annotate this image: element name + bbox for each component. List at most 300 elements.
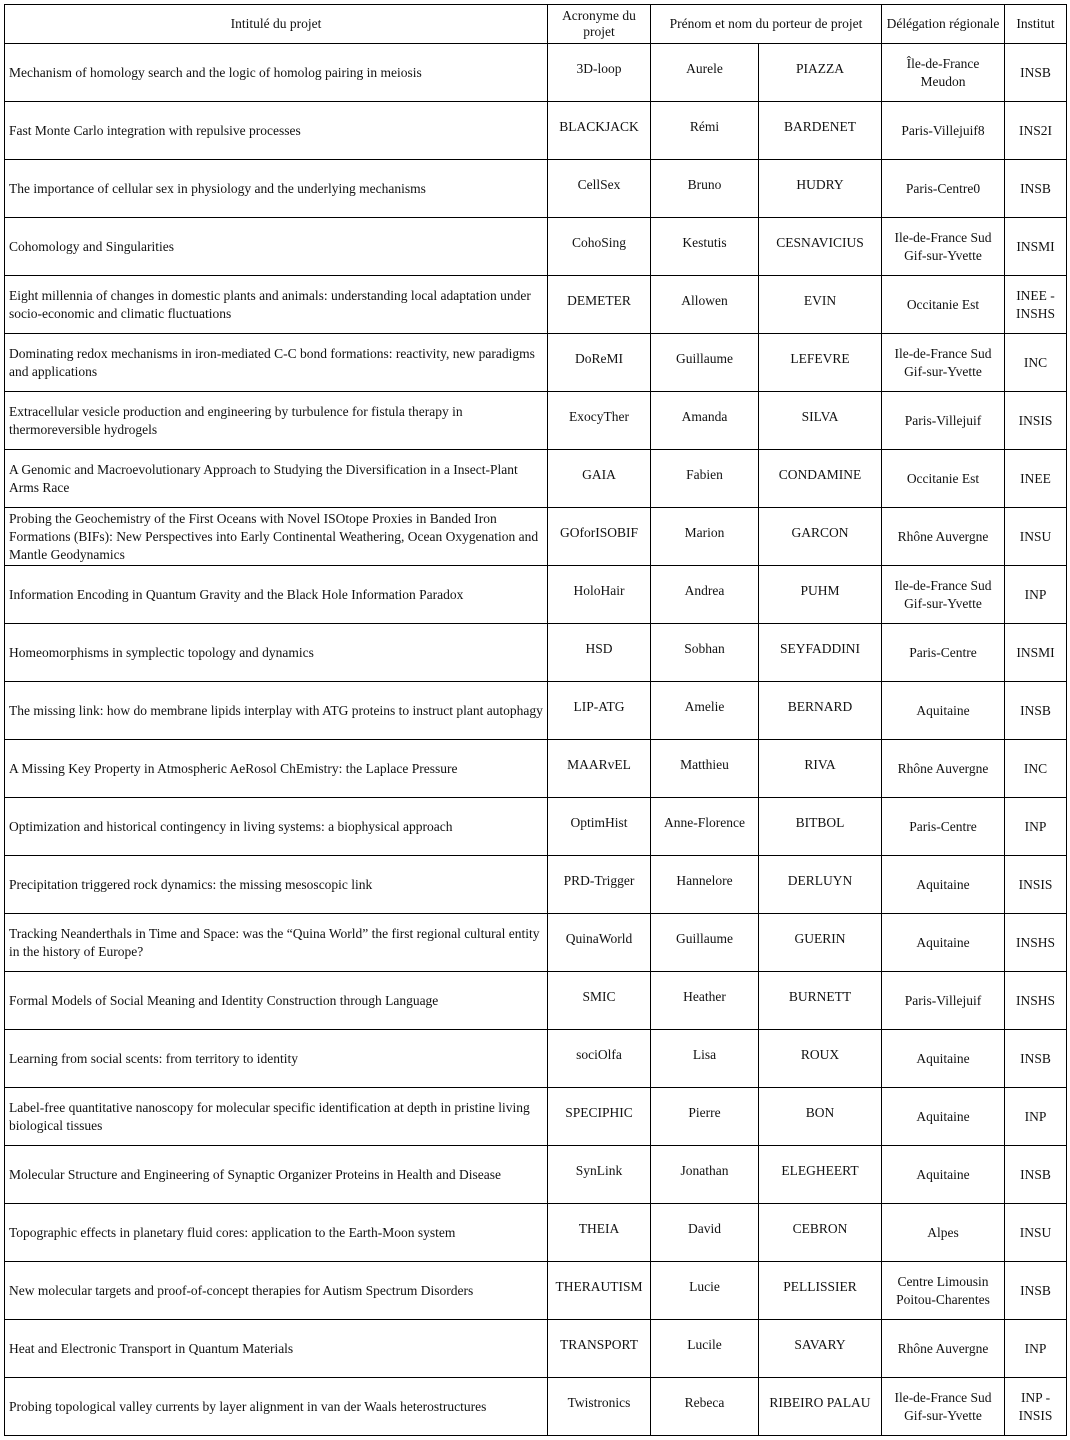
- table-row: [5, 1030, 1067, 1088]
- regional-delegation: [882, 392, 1005, 450]
- institute-text: INC: [1023, 354, 1048, 370]
- project-title-text: Label-free quantitative nanoscopy for molecular specific identification at depth in pristine living biological tissues: [9, 1099, 530, 1133]
- header-holder: Prénom et nom du porteur de projet: [651, 5, 882, 44]
- table-row: [5, 276, 1067, 334]
- project-acronym-text: SPECIPHIC: [565, 1104, 633, 1120]
- institute-text: INSHS: [1015, 992, 1055, 1008]
- holder-last-name-text: PELLISSIER: [783, 1278, 857, 1294]
- regional-delegation-text: Paris-Centre: [909, 818, 977, 834]
- regional-delegation: [882, 1204, 1005, 1262]
- regional-delegation-text: Rhône Auvergne: [897, 1340, 989, 1356]
- holder-last-name: [759, 160, 882, 218]
- regional-delegation: [882, 798, 1005, 856]
- table-row: [5, 1262, 1067, 1320]
- holder-last-name: [759, 624, 882, 682]
- institute-text: INSB: [1020, 702, 1051, 718]
- table-row: [5, 914, 1067, 972]
- institute: [1005, 1262, 1067, 1320]
- table-row: [5, 1320, 1067, 1378]
- holder-first-name-text: Kestutis: [682, 234, 727, 250]
- holder-last-name-text: CEBRON: [792, 1220, 848, 1236]
- project-title-text: Molecular Structure and Engineering of Synaptic Organizer Proteins in Health and Disease: [9, 1166, 501, 1182]
- institute: [1005, 102, 1067, 160]
- institute-text: INSMI: [1016, 238, 1055, 254]
- institute-text: INSB: [1020, 64, 1051, 80]
- project-acronym: [548, 566, 651, 624]
- holder-first-name-text: Aurele: [686, 60, 723, 76]
- institute-text: INSB: [1020, 180, 1051, 196]
- project-acronym: [548, 1088, 651, 1146]
- holder-first-name-text: Andrea: [684, 582, 725, 598]
- project-title: [5, 1262, 548, 1320]
- holder-last-name-text: GUERIN: [794, 930, 846, 946]
- regional-delegation-text: Paris-Villejuif8: [901, 122, 985, 138]
- institute: [1005, 160, 1067, 218]
- project-acronym-text: THEIA: [578, 1220, 620, 1236]
- institute-text: INSHS: [1015, 934, 1055, 950]
- table-row: [5, 160, 1067, 218]
- project-acronym-text: BLACKJACK: [559, 118, 639, 134]
- project-acronym-text: CohoSing: [571, 234, 626, 250]
- holder-first-name-text: Matthieu: [680, 756, 729, 772]
- project-title: [5, 914, 548, 972]
- project-acronym: [548, 1146, 651, 1204]
- holder-last-name-text: RIBEIRO PALAU: [769, 1394, 871, 1410]
- project-title: [5, 856, 548, 914]
- project-acronym: [548, 392, 651, 450]
- project-acronym: [548, 334, 651, 392]
- holder-first-name: [651, 972, 759, 1030]
- project-title-text: Information Encoding in Quantum Gravity and the Black Hole Information Paradox: [9, 586, 464, 602]
- holder-last-name: [759, 334, 882, 392]
- holder-first-name: [651, 1204, 759, 1262]
- project-title: [5, 218, 548, 276]
- institute-text: INP: [1024, 1340, 1047, 1356]
- holder-last-name-text: PUHM: [800, 582, 840, 598]
- holder-first-name: [651, 1320, 759, 1378]
- project-acronym: [548, 914, 651, 972]
- holder-first-name: [651, 276, 759, 334]
- holder-last-name-text: CONDAMINE: [778, 466, 862, 482]
- holder-last-name: [759, 856, 882, 914]
- holder-first-name-text: Lucile: [687, 1336, 722, 1352]
- institute: [1005, 44, 1067, 102]
- regional-delegation-text: Aquitaine: [916, 1166, 970, 1182]
- holder-last-name: [759, 798, 882, 856]
- project-acronym: [548, 1320, 651, 1378]
- project-acronym: [548, 624, 651, 682]
- regional-delegation-text: Rhône Auvergne: [897, 528, 989, 544]
- regional-delegation-text: Occitanie Est: [906, 470, 980, 486]
- holder-last-name-text: RIVA: [804, 756, 836, 772]
- header-row: [5, 5, 1067, 44]
- project-acronym: [548, 798, 651, 856]
- regional-delegation-text: Ile-de-France Sud Gif-sur-Yvette: [894, 1389, 992, 1423]
- holder-first-name-text: Anne-Florence: [664, 814, 745, 830]
- project-acronym: [548, 508, 651, 566]
- institute-text: INSIS: [1018, 412, 1053, 428]
- institute: [1005, 566, 1067, 624]
- project-acronym: [548, 44, 651, 102]
- regional-delegation-text: Occitanie Est: [906, 296, 980, 312]
- regional-delegation-text: Alpes: [927, 1224, 959, 1240]
- regional-delegation: [882, 914, 1005, 972]
- project-title-text: Heat and Electronic Transport in Quantum Materials: [9, 1340, 294, 1356]
- project-title: [5, 1204, 548, 1262]
- project-acronym-text: SynLink: [575, 1162, 623, 1178]
- project-title-text: Mechanism of homology search and the logic of homolog pairing in meiosis: [9, 64, 422, 80]
- project-title: [5, 1088, 548, 1146]
- project-title-text: A Genomic and Macroevolutionary Approach to Studying the Diversification in a Insect-Plant Arms Race: [9, 461, 518, 495]
- holder-last-name-text: LEFEVRE: [790, 350, 850, 366]
- institute: [1005, 392, 1067, 450]
- holder-first-name-text: Lisa: [692, 1046, 717, 1062]
- project-acronym: [548, 682, 651, 740]
- institute-text: INSIS: [1018, 876, 1053, 892]
- holder-last-name-text: HUDRY: [796, 176, 844, 192]
- holder-first-name-text: Amelie: [684, 698, 725, 714]
- holder-first-name: [651, 44, 759, 102]
- institute-text: INSMI: [1016, 644, 1055, 660]
- institute: [1005, 1088, 1067, 1146]
- regional-delegation-text: Aquitaine: [916, 934, 970, 950]
- regional-delegation-text: Aquitaine: [916, 876, 970, 892]
- project-acronym: [548, 102, 651, 160]
- institute: [1005, 1146, 1067, 1204]
- holder-first-name-text: Guillaume: [676, 930, 733, 946]
- holder-last-name-text: EVIN: [803, 292, 837, 308]
- table-row: [5, 798, 1067, 856]
- table-header: [5, 5, 1067, 44]
- project-title: [5, 798, 548, 856]
- regional-delegation: [882, 160, 1005, 218]
- regional-delegation-text: Aquitaine: [916, 1108, 970, 1124]
- holder-last-name: [759, 1030, 882, 1088]
- holder-first-name-text: Allowen: [681, 292, 728, 308]
- regional-delegation-text: Paris-Villejuif: [904, 412, 982, 428]
- institute-text: INS2I: [1019, 122, 1052, 138]
- project-acronym-text: HoloHair: [573, 582, 625, 598]
- institute: [1005, 798, 1067, 856]
- project-title: [5, 624, 548, 682]
- institute-text: INP - INSIS: [1018, 1389, 1053, 1423]
- institute: [1005, 1030, 1067, 1088]
- table-row: [5, 566, 1067, 624]
- regional-delegation-text: Paris-Villejuif: [904, 992, 982, 1008]
- holder-first-name-text: Marion: [684, 524, 725, 540]
- holder-first-name: [651, 682, 759, 740]
- holder-last-name: [759, 44, 882, 102]
- project-title: [5, 1378, 548, 1436]
- project-acronym-text: CellSex: [577, 176, 621, 192]
- regional-delegation: [882, 1262, 1005, 1320]
- header-acronym: Acronyme du projet: [548, 5, 651, 44]
- holder-last-name: [759, 566, 882, 624]
- project-title-text: Probing topological valley currents by layer alignment in van der Waals heterostructures: [9, 1398, 487, 1414]
- regional-delegation-text: Centre Limousin Poitou-Charentes: [896, 1273, 990, 1307]
- institute: [1005, 1204, 1067, 1262]
- holder-last-name-text: ROUX: [800, 1046, 840, 1062]
- institute-text: INP: [1024, 586, 1047, 602]
- institute: [1005, 508, 1067, 566]
- holder-first-name-text: Guillaume: [676, 350, 733, 366]
- project-title-text: Formal Models of Social Meaning and Identity Construction through Language: [9, 992, 439, 1008]
- institute: [1005, 1378, 1067, 1436]
- project-acronym-text: HSD: [585, 640, 613, 656]
- regional-delegation: [882, 44, 1005, 102]
- holder-last-name-text: BITBOL: [795, 814, 845, 830]
- institute: [1005, 450, 1067, 508]
- holder-last-name-text: ELEGHEERT: [781, 1162, 859, 1178]
- holder-first-name: [651, 1262, 759, 1320]
- holder-first-name-text: Jonathan: [680, 1162, 729, 1178]
- project-acronym-text: QuinaWorld: [565, 930, 633, 946]
- project-acronym-text: TRANSPORT: [560, 1336, 638, 1352]
- project-title: [5, 740, 548, 798]
- project-acronym: [548, 1030, 651, 1088]
- project-title: [5, 682, 548, 740]
- project-acronym: [548, 276, 651, 334]
- project-acronym-text: ExocyTher: [569, 408, 629, 424]
- holder-first-name-text: Pierre: [688, 1104, 721, 1120]
- project-title-text: Optimization and historical contingency in living systems: a biophysical approach: [9, 818, 453, 834]
- project-title: [5, 1030, 548, 1088]
- project-acronym-text: sociOlfa: [576, 1046, 622, 1062]
- holder-last-name-text: BURNETT: [788, 988, 852, 1004]
- project-title: [5, 508, 548, 566]
- table-row: [5, 508, 1067, 566]
- holder-first-name: [651, 1378, 759, 1436]
- holder-first-name: [651, 740, 759, 798]
- regional-delegation: [882, 1030, 1005, 1088]
- institute: [1005, 218, 1067, 276]
- holder-last-name: [759, 218, 882, 276]
- holder-last-name: [759, 682, 882, 740]
- regional-delegation-text: Île-de-France Meudon: [906, 55, 980, 89]
- project-title: [5, 1146, 548, 1204]
- project-title-text: Dominating redox mechanisms in iron-mediated C-C bond formations: reactivity, new paradigms and applications: [9, 345, 535, 379]
- institute: [1005, 740, 1067, 798]
- holder-last-name-text: BERNARD: [787, 698, 853, 714]
- holder-first-name: [651, 508, 759, 566]
- holder-last-name: [759, 1088, 882, 1146]
- project-acronym: [548, 1262, 651, 1320]
- regional-delegation: [882, 1088, 1005, 1146]
- project-acronym: [548, 450, 651, 508]
- project-acronym-text: Twistronics: [567, 1394, 631, 1410]
- project-title-text: New molecular targets and proof-of-concept therapies for Autism Spectrum Disorders: [9, 1282, 474, 1298]
- holder-first-name: [651, 1030, 759, 1088]
- project-title-text: Extracellular vesicle production and engineering by turbulence for fistula therapy in thermoreversible hydrogels: [9, 403, 463, 437]
- project-title-text: The missing link: how do membrane lipids interplay with ATG proteins to instruct plant autophagy: [9, 702, 543, 718]
- holder-first-name-text: Lucie: [689, 1278, 720, 1294]
- project-acronym-text: OptimHist: [570, 814, 628, 830]
- holder-first-name: [651, 1088, 759, 1146]
- regional-delegation: [882, 102, 1005, 160]
- holder-last-name: [759, 914, 882, 972]
- holder-last-name-text: SILVA: [801, 408, 839, 424]
- holder-last-name: [759, 508, 882, 566]
- table-row: [5, 1378, 1067, 1436]
- regional-delegation-text: Rhône Auvergne: [897, 760, 989, 776]
- table-row: [5, 218, 1067, 276]
- holder-last-name: [759, 1378, 882, 1436]
- table-body: [5, 44, 1067, 1436]
- project-title: [5, 566, 548, 624]
- holder-first-name: [651, 566, 759, 624]
- institute-text: INSU: [1019, 1224, 1052, 1240]
- project-acronym-text: 3D-loop: [576, 60, 622, 76]
- table-row: [5, 1146, 1067, 1204]
- holder-first-name-text: Rebeca: [684, 1394, 725, 1410]
- holder-last-name-text: CESNAVICIUS: [776, 234, 864, 250]
- table-row: [5, 44, 1067, 102]
- holder-first-name-text: Sobhan: [684, 640, 725, 656]
- project-title: [5, 276, 548, 334]
- holder-first-name: [651, 914, 759, 972]
- regional-delegation: [882, 624, 1005, 682]
- project-title: [5, 1320, 548, 1378]
- project-title-text: A Missing Key Property in Atmospheric AeRosol ChEmistry: the Laplace Pressure: [9, 760, 458, 776]
- table-row: [5, 856, 1067, 914]
- holder-last-name-text: PIAZZA: [796, 60, 844, 76]
- holder-first-name-text: Rémi: [689, 118, 720, 134]
- institute-text: INSU: [1019, 528, 1052, 544]
- holder-last-name-text: SEYFADDINI: [780, 640, 860, 656]
- project-title: [5, 972, 548, 1030]
- regional-delegation: [882, 1320, 1005, 1378]
- project-title-text: Precipitation triggered rock dynamics: the missing mesoscopic link: [9, 876, 373, 892]
- regional-delegation: [882, 450, 1005, 508]
- holder-last-name: [759, 740, 882, 798]
- table-row: [5, 1088, 1067, 1146]
- holder-first-name: [651, 856, 759, 914]
- project-acronym-text: LIP-ATG: [573, 698, 625, 714]
- project-title: [5, 450, 548, 508]
- regional-delegation: [882, 508, 1005, 566]
- project-acronym: [548, 972, 651, 1030]
- project-acronym-text: DoReMI: [575, 350, 623, 366]
- project-acronym-text: DEMETER: [567, 292, 631, 308]
- project-title: [5, 44, 548, 102]
- project-acronym-text: GOforISOBIF: [559, 524, 638, 540]
- holder-last-name: [759, 450, 882, 508]
- holder-first-name: [651, 160, 759, 218]
- project-title-text: Cohomology and Singularities: [9, 238, 174, 254]
- regional-delegation: [882, 334, 1005, 392]
- holder-last-name-text: GARCON: [791, 524, 849, 540]
- project-title-text: Learning from social scents: from territory to identity: [9, 1050, 299, 1066]
- regional-delegation: [882, 1146, 1005, 1204]
- regional-delegation-text: Ile-de-France Sud Gif-sur-Yvette: [894, 577, 992, 611]
- table-row: [5, 740, 1067, 798]
- holder-first-name: [651, 392, 759, 450]
- institute-text: INEE: [1020, 470, 1051, 486]
- holder-first-name: [651, 218, 759, 276]
- project-title-text: Fast Monte Carlo integration with repulsive processes: [9, 122, 301, 138]
- header-title: Intitulé du projet: [5, 5, 548, 44]
- regional-delegation: [882, 740, 1005, 798]
- project-acronym-text: THERAUTISM: [555, 1278, 643, 1294]
- regional-delegation: [882, 682, 1005, 740]
- holder-last-name: [759, 972, 882, 1030]
- regional-delegation: [882, 218, 1005, 276]
- table-row: [5, 392, 1067, 450]
- holder-first-name-text: Hannelore: [676, 872, 733, 888]
- holder-first-name-text: Fabien: [686, 466, 723, 482]
- table-row: [5, 334, 1067, 392]
- institute-text: INSB: [1020, 1166, 1051, 1182]
- holder-last-name: [759, 1146, 882, 1204]
- project-acronym-text: MAARvEL: [567, 756, 631, 772]
- project-acronym-text: SMIC: [582, 988, 616, 1004]
- regional-delegation-text: Ile-de-France Sud Gif-sur-Yvette: [894, 345, 992, 379]
- holder-first-name-text: Heather: [683, 988, 726, 1004]
- holder-last-name: [759, 1320, 882, 1378]
- regional-delegation: [882, 856, 1005, 914]
- holder-last-name-text: SAVARY: [794, 1336, 846, 1352]
- projects-table: [4, 4, 1067, 1436]
- holder-first-name-text: Amanda: [681, 408, 728, 424]
- regional-delegation-text: Aquitaine: [916, 702, 970, 718]
- project-acronym: [548, 740, 651, 798]
- regional-delegation: [882, 1378, 1005, 1436]
- institute: [1005, 972, 1067, 1030]
- institute: [1005, 856, 1067, 914]
- institute: [1005, 276, 1067, 334]
- institute-text: INP: [1024, 1108, 1047, 1124]
- regional-delegation: [882, 972, 1005, 1030]
- project-acronym-text: PRD-Trigger: [563, 872, 635, 888]
- table-row: [5, 1204, 1067, 1262]
- regional-delegation-text: Paris-Centre0: [905, 180, 981, 196]
- holder-last-name-text: DERLUYN: [787, 872, 853, 888]
- holder-first-name: [651, 624, 759, 682]
- project-acronym: [548, 218, 651, 276]
- holder-first-name: [651, 450, 759, 508]
- table-row: [5, 102, 1067, 160]
- holder-first-name: [651, 102, 759, 160]
- regional-delegation-text: Ile-de-France Sud Gif-sur-Yvette: [894, 229, 992, 263]
- institute-text: INC: [1023, 760, 1048, 776]
- project-title: [5, 160, 548, 218]
- institute-text: INSB: [1020, 1050, 1051, 1066]
- table-row: [5, 972, 1067, 1030]
- table-row: [5, 450, 1067, 508]
- institute: [1005, 334, 1067, 392]
- holder-last-name: [759, 392, 882, 450]
- institute-text: INSB: [1020, 1282, 1051, 1298]
- project-title-text: Homeomorphisms in symplectic topology and dynamics: [9, 644, 314, 660]
- project-acronym: [548, 160, 651, 218]
- holder-first-name: [651, 798, 759, 856]
- project-title-text: Eight millennia of changes in domestic plants and animals: understanding local adaptation under socio-economic and climatic fluctuations: [9, 287, 531, 321]
- project-title-text: Topographic effects in planetary fluid cores: application to the Earth-Moon system: [9, 1224, 456, 1240]
- table-row: [5, 682, 1067, 740]
- holder-last-name: [759, 276, 882, 334]
- holder-last-name: [759, 1262, 882, 1320]
- regional-delegation: [882, 566, 1005, 624]
- project-title: [5, 392, 548, 450]
- project-acronym: [548, 1378, 651, 1436]
- regional-delegation-text: Paris-Centre: [909, 644, 977, 660]
- regional-delegation: [882, 276, 1005, 334]
- project-title-text: The importance of cellular sex in physiology and the underlying mechanisms: [9, 180, 426, 196]
- regional-delegation-text: Aquitaine: [916, 1050, 970, 1066]
- institute-text: INP: [1024, 818, 1047, 834]
- project-title-text: Tracking Neanderthals in Time and Space: was the “Quina World” the first regional cultural entity in the history of Europe?: [9, 925, 540, 959]
- institute-text: INEE - INSHS: [1015, 287, 1055, 321]
